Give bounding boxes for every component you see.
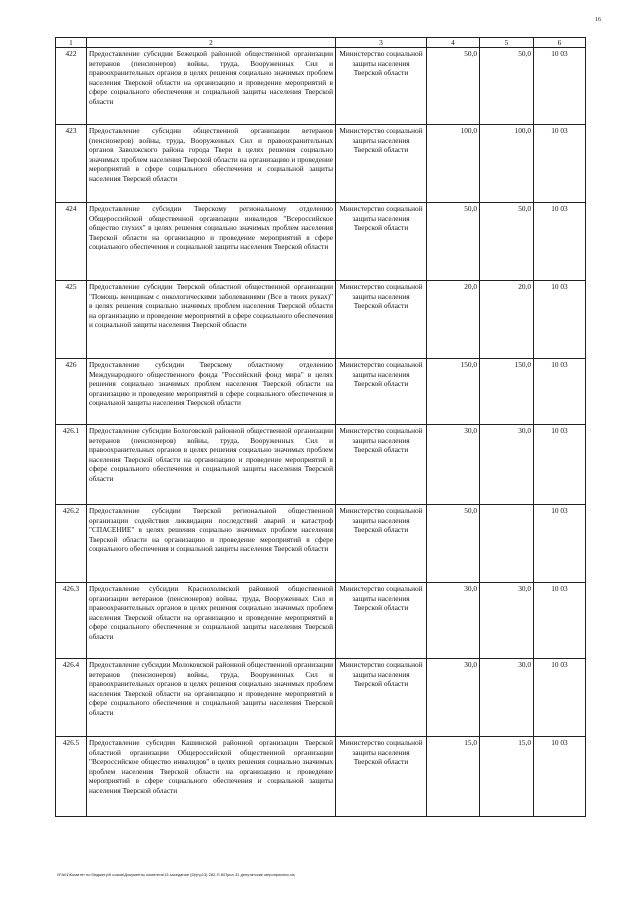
description: Предоставление субсидии Краснохолмской районной общественной организации ветеранов (пенсионеров) войны, труда, Вооруженных Сил и правоохранительных органов в целях решения социально значимых проблем населения Тверской области на организацию и проведение мероприятий в сфере социального обеспечения и социальной защиты населения Тверской области (87, 583, 336, 659)
budget-code: 10 03 (534, 125, 586, 203)
ministry: Министерство социальной защиты населения Тверской области (336, 583, 427, 659)
amount-2: 30,0 (480, 425, 534, 505)
budget-code: 10 03 (534, 425, 586, 505)
page-number: 16 (595, 17, 601, 23)
amount-2: 20,0 (480, 281, 534, 359)
table-row (56, 125, 586, 203)
amount-1: 50,0 (427, 505, 480, 583)
description: Предоставление субсидии Тверскому областному отделению Международного общественного фонда "Российский фонд мира" в целях решения социально значимых проблем населения Тверской области на организацию и проведение мероприятий в сфере социального обеспечения и социальной защиты населения Тверской области (87, 359, 336, 425)
ministry: Министерство социальной защиты населения Тверской области (336, 203, 427, 281)
row-number: 426 (56, 359, 87, 425)
amount-1: 150,0 (427, 359, 480, 425)
amount-1: 30,0 (427, 583, 480, 659)
column-header-2: 2 (87, 38, 336, 48)
description: Предоставление субсидии общественной организации ветеранов (пенсионеров) войны, труда, Вооруженных Сил и правоохранительных органов Заволжского района города Твери в целях решения социально значимых проблем населения Тверской области на организацию и проведение мероприятий в сфере социального обеспечения и социальной защиты населения Тверской области (87, 125, 336, 203)
description: Предоставление субсидии Тверской региональной общественной организации содействия ликвидации последствий аварий и катастроф "СПАСЕНИЕ" в целях решения социально значимых проблем населения Тверской области на организацию и проведение мероприятий в сфере социального обеспечения и социальной защиты населения Тверской области (87, 505, 336, 583)
amount-2: 100,0 (480, 125, 534, 203)
table-row (56, 281, 586, 359)
amount-1: 50,0 (427, 203, 480, 281)
description: Предоставление субсидии Тверской областной общественной организации "Помощь женщинам с онкологическими заболеваниями (Все в твоих руках)" в целях решения социально значимых проблем населения Тверской области на организацию и проведение мероприятий в сфере социального обеспечения и социальной защиты населения Тверской области (87, 281, 336, 359)
amount-1: 100,0 (427, 125, 480, 203)
amount-1: 30,0 (427, 659, 480, 737)
amount-2: 150,0 (480, 359, 534, 425)
ministry: Министерство социальной защиты населения Тверской области (336, 425, 427, 505)
row-number: 426.4 (56, 659, 87, 737)
table-row (56, 359, 586, 425)
table-row (56, 203, 586, 281)
table-row (56, 425, 586, 505)
amount-1: 15,0 (427, 737, 480, 817)
budget-code: 10 03 (534, 359, 586, 425)
ministry: Министерство социальной защиты населения Тверской области (336, 359, 427, 425)
table-row (56, 583, 586, 659)
ministry: Министерство социальной защиты населения Тверской области (336, 125, 427, 203)
ministry: Министерство социальной защиты населения Тверской области (336, 505, 427, 583)
description: Предоставление субсидии Тверскому региональному отделению Общероссийской общественной организации инвалидов "Всероссийское общество глухих" в целях решения социально значимых проблем населения Тверской области на организацию и проведение мероприятий в сфере социального обеспечения и социальной защиты населения Тверской области (87, 203, 336, 281)
amount-2: 50,0 (480, 48, 534, 125)
row-number: 424 (56, 203, 87, 281)
description: Предоставление субсидии Бежецкой районной общественной организации ветеранов (пенсионеров) войны, труда, Вооруженных Сил и правоохранительных органов в целях решения социально значимых проблем населения Тверской области на организацию и проведение мероприятий в сфере социального обеспечения и социальной защиты населения Тверской области (87, 48, 336, 125)
ministry: Министерство социальной защиты населения Тверской области (336, 281, 427, 359)
amount-1: 50,0 (427, 48, 480, 125)
column-header-3: 3 (336, 38, 427, 48)
table-row (56, 48, 586, 125)
row-number: 423 (56, 125, 87, 203)
budget-code: 10 03 (534, 583, 586, 659)
budget-code: 10 03 (534, 505, 586, 583)
column-header-6: 6 (534, 38, 586, 48)
amount-1: 20,0 (427, 281, 480, 359)
amount-2: 30,0 (480, 659, 534, 737)
description: Предоставление субсидии Бологовской районной общественной организации ветеранов (пенсионеров) войны, труда, Вооруженных Сил и правоохранительных органов в целях решения социально значимых проблем населения Тверской области на организацию и проведение мероприятий в сфере социального обеспечения и социальной защиты населения Тверской области (87, 425, 336, 505)
budget-code: 10 03 (534, 203, 586, 281)
budget-code: 10 03 (534, 737, 586, 817)
amount-2: 15,0 (480, 737, 534, 817)
budget-code: 10 03 (534, 48, 586, 125)
column-header-5: 5 (480, 38, 534, 48)
description: Предоставление субсидии Кашинской районной организации Тверской областной организации Общероссийской общественной организации "Всероссийское общество инвалидов" в целях решения социально значимых проблем населения Тверской области на организацию и проведение мероприятий в сфере социального обеспечения и социальной защиты населения Тверской области (87, 737, 336, 817)
amount-1: 30,0 (427, 425, 480, 505)
amount-2: 30,0 (480, 583, 534, 659)
amount-2: 50,0 (480, 203, 534, 281)
amount-2 (480, 505, 534, 583)
row-number: 422 (56, 48, 87, 125)
table-row (56, 505, 586, 583)
row-number: 426.5 (56, 737, 87, 817)
budget-code: 10 03 (534, 281, 586, 359)
file-path-footer: \\FA01\Комитет по бюджету\6 созыв\Документы комитета\13 заседание (6)\p\p13) 282-П-6\Прил 31 депутатские мероприятия.xls (57, 872, 295, 877)
column-header-4: 4 (427, 38, 480, 48)
ministry: Министерство социальной защиты населения Тверской области (336, 737, 427, 817)
row-number: 426.1 (56, 425, 87, 505)
budget-table (55, 37, 586, 817)
column-header-1: 1 (56, 38, 87, 48)
row-number: 426.2 (56, 505, 87, 583)
table-header (56, 38, 586, 48)
table-row (56, 659, 586, 737)
row-number: 426.3 (56, 583, 87, 659)
column-number-row (56, 38, 586, 48)
ministry: Министерство социальной защиты населения Тверской области (336, 659, 427, 737)
table-row (56, 737, 586, 817)
row-number: 425 (56, 281, 87, 359)
ministry: Министерство социальной защиты населения Тверской области (336, 48, 427, 125)
budget-code: 10 03 (534, 659, 586, 737)
table-body (56, 48, 586, 817)
description: Предоставление субсидии Молоковской районной общественной организации ветеранов (пенсионеров) войны, труда, Вооруженных Сил и правоохранительных органов в целях решения социально значимых проблем населения Тверской области на организацию и проведение мероприятий в сфере социального обеспечения и социальной защиты населения Тверской области (87, 659, 336, 737)
